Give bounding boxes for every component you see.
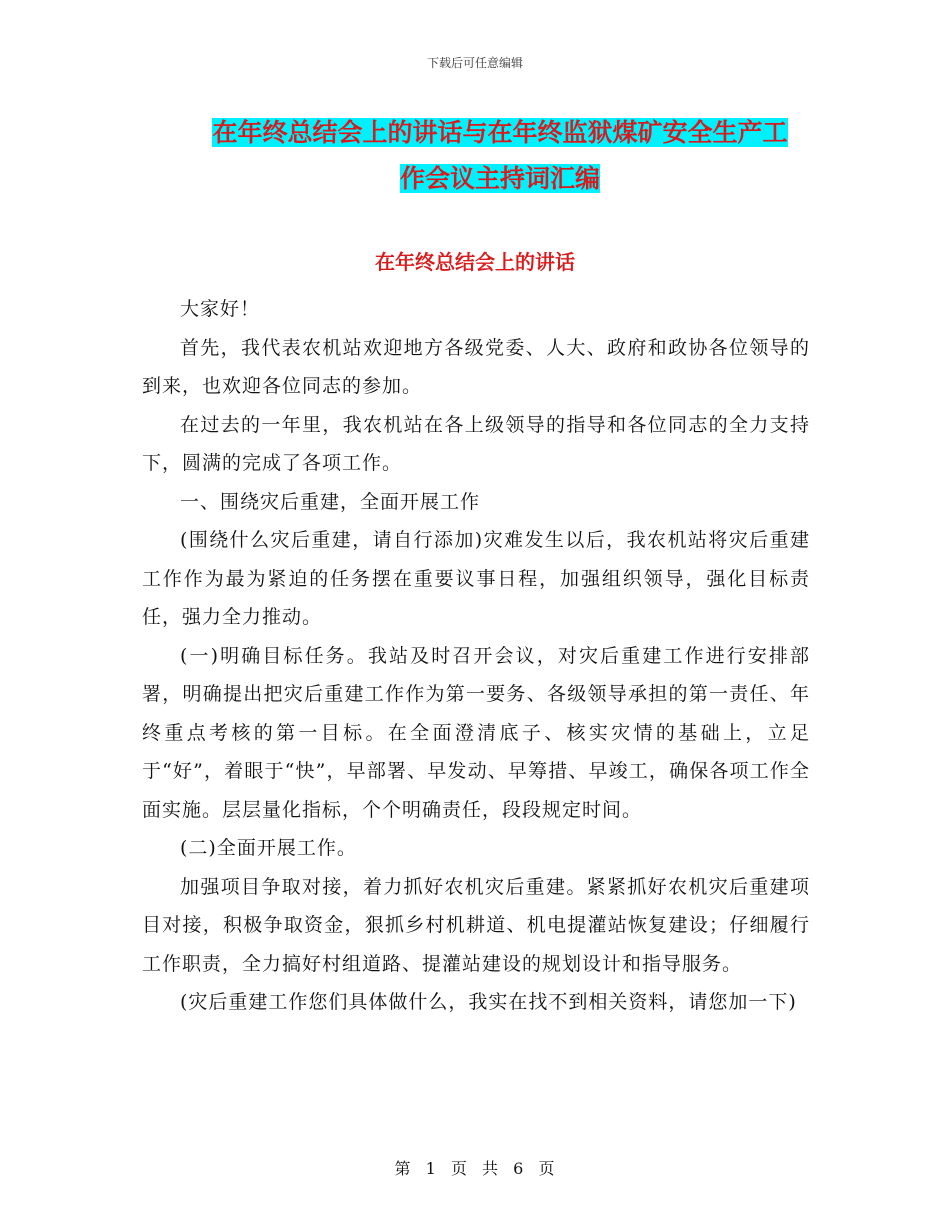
paragraph: (一)明确目标任务。我站及时召开会议，对灾后重建工作进行安排部署，明确提出把灾后重建工作作为第一要务、各级领导承担的第一责任、年终重点考核的第一目标。在全面澄清底子、核实灾情的基础上，立足于“好”，着眼于“快”，早部署、早发动、早筹措、早竣工，确保各项工作全面实施。层层量化指标，个个明确责任，段段规定时间。 — [142, 644, 810, 821]
paragraph-greeting: 大家好！ — [180, 298, 261, 320]
paragraph-note: (灾后重建工作您们具体做什么，我实在找不到相关资料，请您加一下) — [180, 991, 797, 1013]
footer-page-number: 1 — [425, 1159, 437, 1178]
paragraph: 在过去的一年里，我农机站在各上级领导的指导和各位同志的全力支持下，圆满的完成了各项工作。 — [142, 413, 810, 474]
document-title-line-1: 在年终总结会上的讲话与在年终监狱煤矿安全生产工 — [212, 118, 788, 147]
footer-mid1: 页 — [450, 1159, 468, 1178]
section-title: 在年终总结会上的讲话 — [375, 250, 575, 274]
footer-total-pages: 6 — [513, 1159, 525, 1178]
document-body — [142, 290, 810, 1022]
footer-suffix: 页 — [538, 1159, 556, 1178]
footer-mid2: 共 — [482, 1159, 500, 1178]
paragraph: 首先，我代表农机站欢迎地方各级党委、人大、政府和政协各位领导的到来，也欢迎各位同志的参加。 — [142, 336, 810, 397]
paragraph-subheading: (二)全面开展工作。 — [180, 837, 357, 859]
paragraph: (围绕什么灾后重建，请自行添加)灾难发生以后，我农机站将灾后重建工作作为最为紧迫的任务摆在重要议事日程，加强组织领导，强化目标责任，强力全力推动。 — [142, 529, 810, 628]
paragraph-heading: 一、围绕灾后重建，全面开展工作 — [180, 490, 481, 513]
page-footer — [0, 1156, 950, 1179]
document-title — [190, 110, 810, 202]
paragraph: 加强项目争取对接，着力抓好农机灾后重建。紧紧抓好农机灾后重建项目对接，积极争取资金，狠抓乡村机耕道、机电提灌站恢复建设；仔细履行工作职责，全力搞好村组道路、提灌站建设的规划设计和指导服务。 — [142, 875, 810, 975]
document-title-line-2: 作会议主持词汇编 — [399, 164, 600, 193]
header-note: 下载后可任意编辑 — [426, 56, 523, 70]
footer-prefix: 第 — [394, 1159, 412, 1178]
